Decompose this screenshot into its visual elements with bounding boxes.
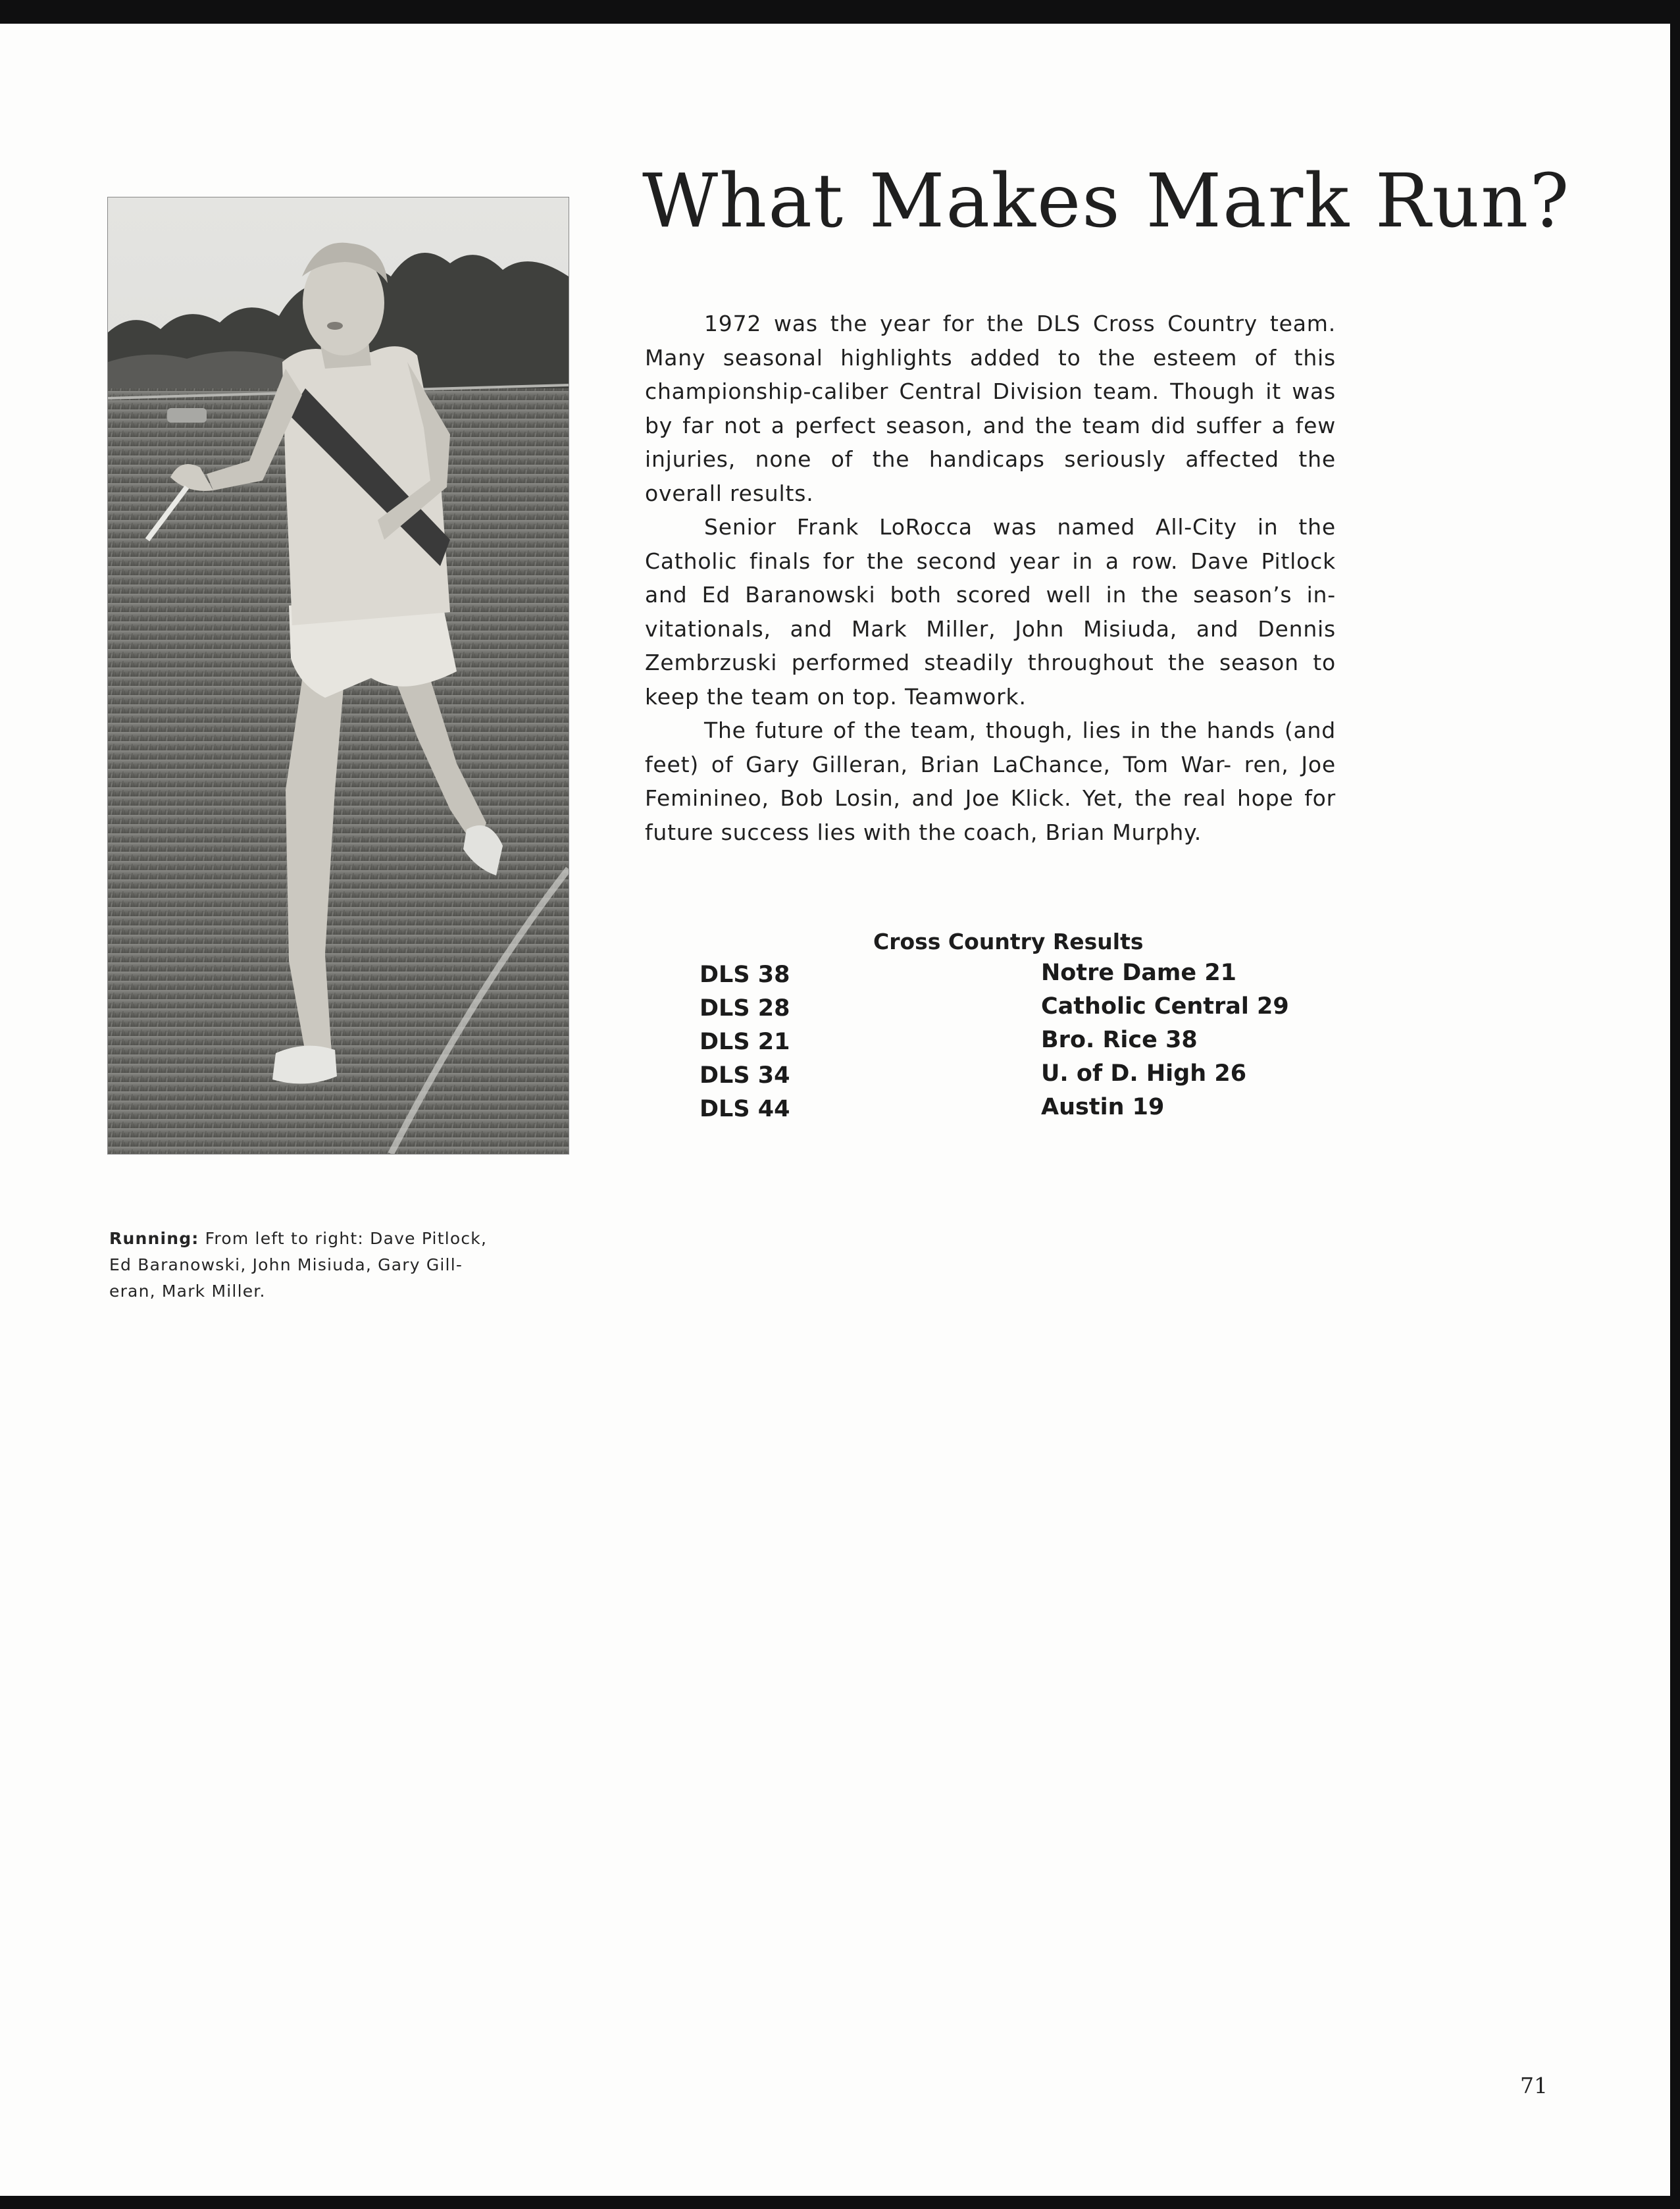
- opponent-score: Notre Dame 21: [1041, 960, 1237, 986]
- headline: What Makes Mark Run?: [642, 159, 1571, 244]
- opponent-score: U. of D. High 26: [1041, 1060, 1247, 1087]
- article-body: [645, 307, 1336, 849]
- article-paragraph: The future of the team, though, lies in the hands (and feet) of Gary Gilleran, Brian LaChance, Tom War- ren, Joe Feminineo, Bob Losin, and Joe Klick. Yet, the real hope for future success lies with the coach, Brian Murphy.: [645, 717, 1336, 845]
- results-opponent-column: [1041, 956, 1383, 1124]
- article-paragraph: Senior Frank LoRocca was named All-City in the Catholic finals for the second year in a row. Dave Pitlock and Ed Baranowski both scored well in the season’s in- vitationals, and Mark Miller, John Misiuda, and Dennis Zembrzuski performed steadily throughout the season to keep the team on top. Teamwork.: [645, 514, 1336, 710]
- results-home-column: [700, 958, 831, 1126]
- page-number: 71: [1520, 2073, 1548, 2098]
- home-score: DLS 44: [700, 1096, 790, 1122]
- article-paragraph: 1972 was the year for the DLS Cross Country team. Many seasonal highlights added to the esteem of this championship-caliber Central Division team. Though it was by far not a perfect season, and the team did suffer a few injuries, none of the handicaps seriously affected the overall results.: [645, 311, 1336, 506]
- opponent-score: Bro. Rice 38: [1041, 1027, 1198, 1053]
- opponent-score: Catholic Central 29: [1041, 993, 1289, 1020]
- caption-text: From left to right: Dave Pitlock, Ed Baranowski, John Misiuda, Gary Gill- eran, Mark Miller.: [109, 1229, 488, 1301]
- caption-lead: Running:: [109, 1229, 199, 1248]
- opponent-score: Austin 19: [1041, 1094, 1165, 1120]
- home-score: DLS 21: [700, 1029, 790, 1055]
- home-score: DLS 38: [700, 962, 790, 988]
- photo-caption: [109, 1226, 512, 1305]
- results-title: Cross Country Results: [873, 929, 1144, 954]
- runner-photo-illustration: [108, 197, 569, 1154]
- runner-photo: [107, 197, 569, 1155]
- yearbook-page: [0, 24, 1670, 2196]
- home-score: DLS 28: [700, 995, 790, 1022]
- home-score: DLS 34: [700, 1062, 790, 1089]
